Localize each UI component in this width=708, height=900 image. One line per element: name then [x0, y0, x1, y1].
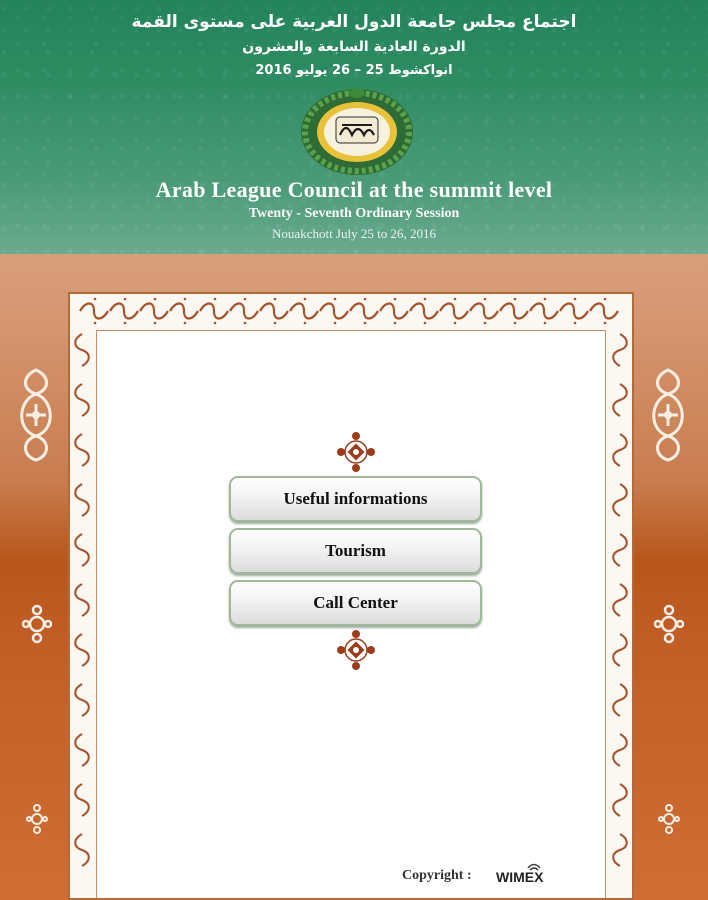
ornament-bottom-icon — [336, 628, 376, 672]
copyright-label: Copyright : — [402, 868, 472, 883]
ornament-top-icon — [336, 430, 376, 474]
arab-league-emblem-icon — [298, 87, 416, 177]
session-subtitle: Twenty - Seventh Ordinary Session — [248, 206, 460, 221]
side-ornament-left-large — [12, 366, 60, 464]
header-banner — [0, 0, 708, 254]
side-ornament-right-large — [644, 366, 692, 464]
tourism-button[interactable]: Tourism — [229, 528, 482, 574]
arabic-date: انواكشوط 25 – 26 يوليو 2016 — [255, 63, 453, 78]
main-menu — [229, 476, 482, 628]
page-title: Arab League Council at the summit level — [155, 177, 553, 202]
frame-border-top — [70, 294, 632, 328]
arabic-session: الدورة العادية السابعة والعشرون — [242, 39, 466, 55]
side-ornament-left-mid — [22, 604, 52, 644]
side-ornament-right-mid — [654, 604, 684, 644]
frame-border-left — [70, 294, 94, 898]
side-ornament-right-small — [658, 804, 680, 834]
call-center-button[interactable]: Call Center — [229, 580, 482, 626]
wimex-logo — [494, 860, 584, 888]
frame-border-right — [608, 294, 632, 898]
side-ornament-left-small — [26, 804, 48, 834]
useful-informations-button[interactable]: Useful informations — [229, 476, 482, 522]
wimex-brand: WIMEX — [496, 869, 544, 885]
arabic-title: اجتماع مجلس جامعة الدول العربية على مستوى القمة — [131, 12, 577, 32]
location-date: Nouakchott July 25 to 26, 2016 — [272, 226, 436, 241]
